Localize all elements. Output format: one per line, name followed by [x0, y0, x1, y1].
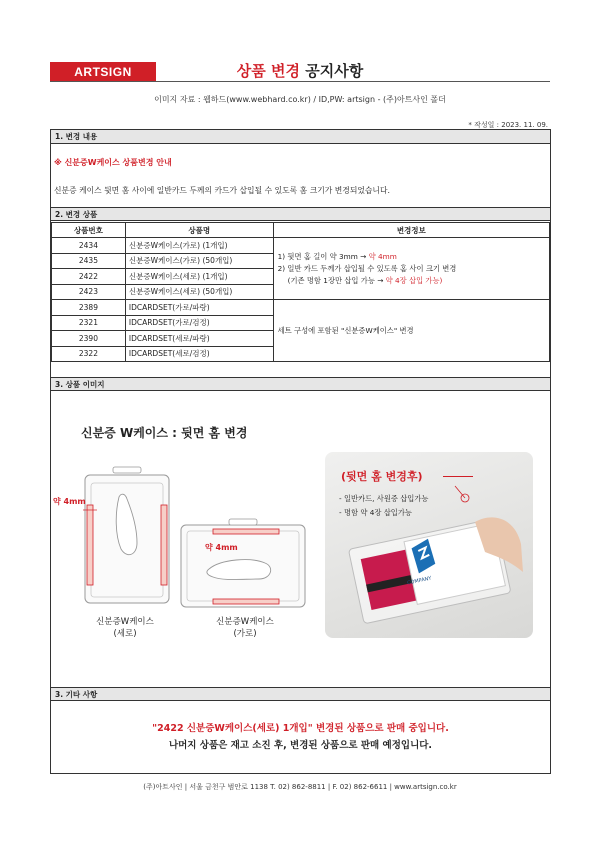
product-code: 2434 — [52, 238, 126, 254]
info-line-3-end: ) — [439, 275, 443, 285]
product-code: 2389 — [52, 300, 126, 316]
product-code: 2423 — [52, 284, 126, 300]
header-rule — [50, 81, 550, 82]
caption-horizontal-name: 신분증W케이스 — [216, 617, 274, 627]
title-rest: 공지사항 — [305, 62, 364, 80]
written-date: * 작성일 : 2023. 11. 09. — [468, 121, 548, 129]
info-line-2: 2) 일반 카드 두께가 삽입될 수 있도록 홈 사이 크기 변경 — [277, 263, 457, 273]
brand-logo: ARTSIGN — [50, 62, 156, 82]
section-2-header: 2. 변경 상품 — [51, 207, 550, 221]
col-header-info: 변경정보 — [273, 223, 549, 238]
photo-feature-1: - 일반카드, 사원증 삽입가능 — [339, 494, 429, 503]
section-3-header: 3. 상품 이미지 — [51, 377, 550, 391]
info-highlight-3: 약 4장 삽입 가능 — [385, 275, 440, 285]
info-line-3: (기존 명함 1장만 삽입 가능 → — [287, 275, 386, 285]
product-code: 2321 — [52, 315, 126, 331]
product-name: IDCARDSET(가로/파랑) — [125, 300, 273, 316]
product-code: 2390 — [52, 331, 126, 347]
notice-body: 신분증 케이스 뒷면 홈 사이에 일반카드 두께의 카드가 삽입될 수 있도록 홈 크기가 변경되었습니다. — [54, 186, 390, 195]
caption-horizontal — [201, 616, 289, 640]
product-name: 신분증W케이스(가로) (1개입) — [125, 238, 273, 254]
product-name: IDCARDSET(세로/파랑) — [125, 331, 273, 347]
caption-horizontal-type: (가로) — [233, 629, 257, 639]
product-name: 신분증W케이스(세로) (1개입) — [125, 269, 273, 285]
image-title: 신분증 W케이스 : 뒷면 홈 변경 — [81, 426, 248, 440]
caption-vertical — [81, 616, 169, 640]
source-info: 이미지 자료 : 웹하드(www.webhard.co.kr) / ID,PW: artsign - (주)아트사인 폴더 — [154, 95, 446, 104]
card-company-text: COMPANY — [406, 575, 433, 587]
section-1-header: 1. 변경 내용 — [51, 130, 550, 144]
info-highlight-1: 약 4mm — [368, 251, 397, 261]
change-info-sets: 세트 구성에 포함된 "신분증W케이스" 변경 — [273, 300, 549, 362]
product-code: 2422 — [52, 269, 126, 285]
product-photo — [325, 452, 533, 638]
caption-vertical-type: (세로) — [113, 629, 137, 639]
col-header-name: 상품명 — [125, 223, 273, 238]
page-title — [0, 60, 600, 81]
section-4-header: 3. 기타 사항 — [51, 687, 550, 701]
info-line-1: 1) 뒷면 홈 길이 약 3mm → — [277, 251, 369, 261]
product-code: 2435 — [52, 253, 126, 269]
table-header-row — [52, 223, 550, 238]
notice-frame — [50, 129, 551, 774]
product-name: 신분증W케이스(세로) (50개입) — [125, 284, 273, 300]
photo-title: (뒷면 홈 변경후) — [341, 470, 423, 483]
product-code: 2322 — [52, 346, 126, 362]
photo-feature-2: - 명함 약 4장 삽입가능 — [339, 508, 412, 517]
caption-vertical-name: 신분증W케이스 — [96, 617, 154, 627]
change-info-cases — [273, 238, 549, 300]
case-with-card-illustration — [325, 452, 533, 638]
title-highlight: 상품 변경 — [236, 62, 300, 80]
product-name: IDCARDSET(세로/검정) — [125, 346, 273, 362]
vertical-case-drawing — [75, 465, 175, 610]
dimension-label-vertical: 약 4mm — [53, 497, 86, 506]
product-name: IDCARDSET(가로/검정) — [125, 315, 273, 331]
product-name: 신분증W케이스(가로) (50개입) — [125, 253, 273, 269]
dimension-label-horizontal: 약 4mm — [205, 543, 238, 552]
col-header-code: 상품번호 — [52, 223, 126, 238]
notice-title: ※ 신분증W케이스 상품변경 안내 — [54, 158, 172, 167]
table-row — [52, 238, 550, 254]
etc-notice-body: 나머지 상품은 재고 소진 후, 변경된 상품으로 판매 예정입니다. — [168, 740, 433, 751]
table-row — [52, 300, 550, 316]
etc-notice-highlight: "2422 신분증W케이스(세로) 1개입" 변경된 상품으로 판매 중입니다. — [152, 723, 449, 734]
horizontal-case-drawing — [179, 517, 309, 611]
company-footer: (주)아트사인 | 서울 금천구 범안로 1138 T. 02) 862-8811 | F. 02) 862-6611 | www.artsign.co.kr — [143, 783, 457, 791]
product-table — [51, 222, 550, 362]
